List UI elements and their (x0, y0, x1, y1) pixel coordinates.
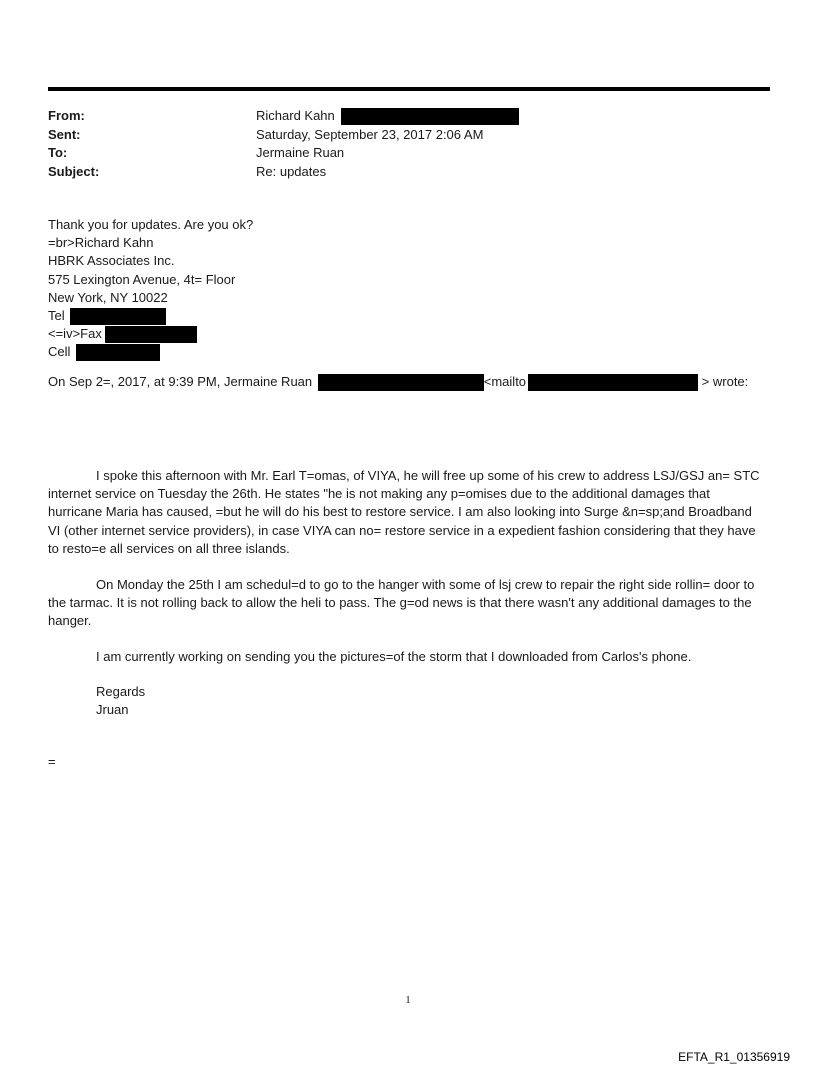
reply-line: =br>Richard Kahn (48, 235, 154, 251)
body-paragraph-3: I am currently working on sending you the pictures=of the storm that I downloaded from Carlos's phone. (96, 649, 692, 664)
from-value (256, 107, 519, 126)
sent-label: Sent: (48, 126, 81, 142)
cell-line (48, 343, 253, 361)
redaction-box (105, 326, 197, 343)
reply-line: HBRK Associates Inc. (48, 253, 175, 269)
reply-line: 575 Lexington Avenue, 4t= Floor (48, 271, 236, 287)
redaction-box (318, 374, 484, 391)
tel-label: Tel (48, 307, 65, 323)
from-name: Richard Kahn (256, 108, 335, 123)
tel-line (48, 307, 253, 325)
sent-value: Saturday, September 23, 2017 2:06 AM (256, 126, 484, 142)
quote-suffix: > wrote: (701, 374, 749, 389)
subject-label: Subject: (48, 163, 100, 179)
reply-block (48, 216, 253, 362)
redaction-box (70, 308, 166, 325)
fax-label: <=iv>Fax (48, 326, 102, 342)
to-value: Jermaine Ruan (256, 145, 345, 160)
body-paragraph-1: I spoke this afternoon with Mr. Earl T=omas, of VIYA, he will free up some of his crew to address LSJ/GSJ an= STC internet service on Tuesday the 26th. He states "he is not making any p=omises due to the additional damages that hurricane Maria has caused, =but he will do his best to restore service. I am also looking into Surge &n=sp;and Broadband VI (other internet service providers), in case VIYA can no= restore service in a expedient fashion considering that they have to resto=e all services on all three islands. (48, 468, 760, 556)
cell-label: Cell (48, 344, 71, 360)
redaction-box (76, 344, 160, 361)
quote-mailto: <mailto (483, 374, 527, 389)
quote-prefix: On Sep 2=, 2017, at 9:39 PM, Jermaine Ruan (48, 374, 313, 389)
page-number: 1 (405, 994, 411, 1006)
signature-name: Jruan (96, 702, 129, 718)
from-label: From: (48, 108, 85, 123)
redaction-box (528, 374, 698, 391)
fax-line (48, 325, 253, 343)
quote-line (48, 373, 748, 391)
body-paragraph-2: On Monday the 25th I am schedul=d to go to the hanger with some of lsj crew to repair the right side rollin= door to the tarmac. It is not rolling back to allow the heli to pass. The g=od news is that there wasn't any additional damages to the hanger. (48, 577, 755, 629)
reply-line: New York, NY 10022 (48, 289, 168, 305)
redaction-box (341, 108, 519, 125)
subject-value: Re: updates (256, 163, 327, 179)
trailing-char: = (48, 754, 56, 769)
signature-block (96, 683, 145, 719)
regards-text: Regards (96, 684, 146, 699)
header-rule (48, 87, 770, 91)
document-id: EFTA_R1_01356919 (678, 1050, 790, 1064)
to-label: To: (48, 145, 68, 160)
reply-line: Thank you for updates. Are you ok? (48, 217, 254, 232)
